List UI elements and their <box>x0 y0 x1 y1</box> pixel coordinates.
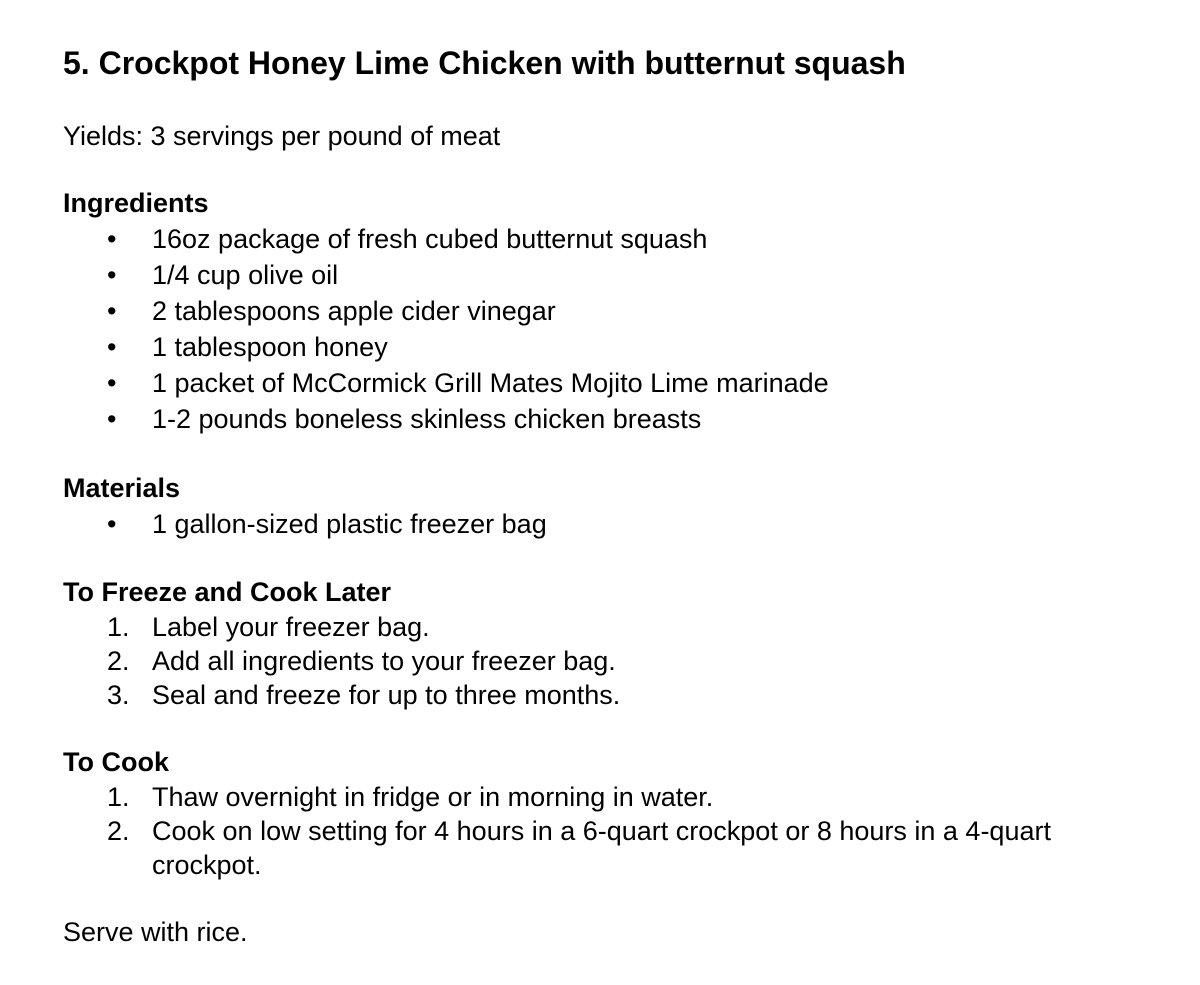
ingredient-text: 1 packet of McCormick Grill Mates Mojito Lime marinade <box>152 368 829 398</box>
yields-text: Yields: 3 servings per pound of meat <box>63 121 501 151</box>
step-number: 2. <box>107 816 130 846</box>
ingredient-item <box>63 329 829 365</box>
materials-heading: Materials <box>63 473 181 503</box>
ingredient-text: 2 tablespoons apple cider vinegar <box>152 296 556 326</box>
bullet-marker: • <box>107 509 117 539</box>
cook-step <box>63 780 1082 814</box>
bullet-marker: • <box>107 224 117 254</box>
bullet-marker: • <box>107 368 117 398</box>
bullet-marker: • <box>107 260 117 290</box>
freeze-step <box>63 610 620 644</box>
ingredients-list <box>63 221 829 437</box>
step-number: 2. <box>107 646 130 676</box>
ingredient-text: 1 tablespoon honey <box>152 332 388 362</box>
step-number: 3. <box>107 680 130 710</box>
material-text: 1 gallon-sized plastic freezer bag <box>152 509 547 539</box>
step-text: Thaw overnight in fridge or in morning in water. <box>152 782 714 812</box>
recipe-title: 5. Crockpot Honey Lime Chicken with butternut squash <box>63 45 906 81</box>
ingredient-item <box>63 293 829 329</box>
ingredient-item <box>63 365 829 401</box>
freeze-step <box>63 678 620 712</box>
step-text: Cook on low setting for 4 hours in a 6-quart crockpot or 8 hours in a 4-quart crockpot. <box>152 816 1051 880</box>
ingredient-text: 1/4 cup olive oil <box>152 260 339 290</box>
step-text: Label your freezer bag. <box>152 612 430 642</box>
freeze-heading: To Freeze and Cook Later <box>63 577 392 607</box>
freeze-steps-list <box>63 610 620 712</box>
ingredient-text: 16oz package of fresh cubed butternut squash <box>152 224 708 254</box>
step-number: 1. <box>107 782 130 812</box>
material-item <box>63 506 547 542</box>
cook-steps-list <box>63 780 1082 882</box>
bullet-marker: • <box>107 404 117 434</box>
materials-list <box>63 506 547 542</box>
ingredients-heading: Ingredients <box>63 188 209 218</box>
cook-heading: To Cook <box>63 747 169 777</box>
freeze-step <box>63 644 620 678</box>
serve-note: Serve with rice. <box>63 917 248 947</box>
bullet-marker: • <box>107 332 117 362</box>
step-number: 1. <box>107 612 130 642</box>
step-text: Seal and freeze for up to three months. <box>152 680 621 710</box>
ingredient-item <box>63 257 829 293</box>
ingredient-text: 1-2 pounds boneless skinless chicken breasts <box>152 404 702 434</box>
bullet-marker: • <box>107 296 117 326</box>
step-text: Add all ingredients to your freezer bag. <box>152 646 616 676</box>
cook-step <box>63 814 1082 882</box>
ingredient-item <box>63 221 829 257</box>
ingredient-item <box>63 401 829 437</box>
